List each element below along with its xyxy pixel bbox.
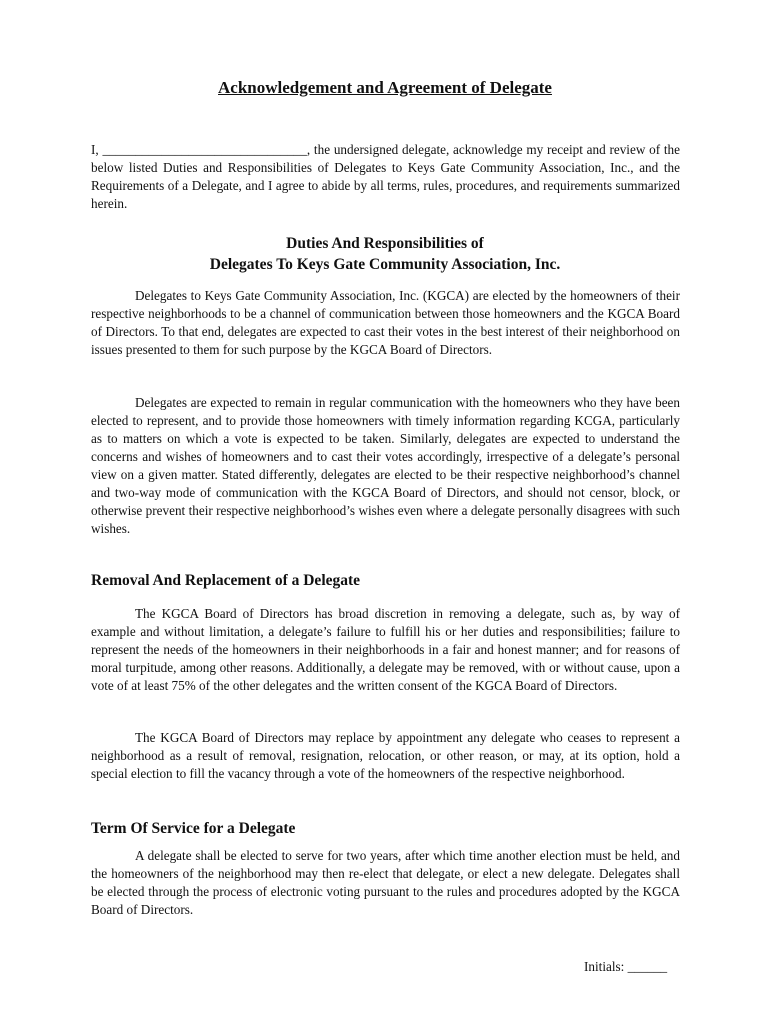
removal-paragraph-2: The KGCA Board of Directors may replace by appointment any delegate who ceases to represent a neighborhood as a result of removal, resignation, relocation, or other reason, or may, at its option, hold a special election to fill the vacancy through a vote of the homeowners of the respective neighborhood.	[91, 730, 680, 781]
term-heading: Term Of Service for a Delegate	[91, 820, 296, 837]
duties-paragraph-2: Delegates are expected to remain in regular communication with the homeowners who they have been elected to represent, and to provide those homeowners with timely information regarding KCGA, particularly as to matters on which a vote is expected to be taken. Similarly, delegates are expected to understand the concerns and wishes of homeowners and to cast their votes accordingly, irrespective of a delegate’s personal view on a given matter. Stated differently, delegates are elected to be their respective neighborhood’s channel and two-way mode of communication with the KGCA Board of Directors, and should not censor, block, or otherwise prevent their respective neighborhood’s wishes even where a delegate personally disagrees with such wishes.	[91, 395, 680, 536]
document-title: Acknowledgement and Agreement of Delegate	[218, 78, 552, 97]
removal-paragraph-1: The KGCA Board of Directors has broad discretion in removing a delegate, such as, by way of example and without limitation, a delegate’s failure to fulfill his or her duties and responsibilities; failure to represent the needs of the homeowners in their neighborhoods in a fair and honest manner; and for reasons of moral turpitude, among other reasons. Additionally, a delegate may be removed, with or without cause, upon a vote of at least 75% of the other delegates and the written consent of the KGCA Board of Directors.	[91, 606, 680, 693]
duties-heading-line2: Delegates To Keys Gate Community Association, Inc.	[209, 256, 561, 273]
removal-heading: Removal And Replacement of a Delegate	[91, 572, 361, 589]
initials-line[interactable]: Initials: ______	[584, 959, 668, 974]
duties-paragraph-1: Delegates to Keys Gate Community Association, Inc. (KGCA) are elected by the homeowners of their respective neighborhoods to be a channel of communication between those homeowners and the KGCA Board of Directors. To that end, delegates are expected to cast their votes in the best interest of their neighborhood on issues presented to them for such purpose by the KGCA Board of Directors.	[91, 288, 680, 357]
intro-paragraph: I, _______________________________, the undersigned delegate, acknowledge my receipt and review of the below listed Duties and Responsibilities of Delegates to Keys Gate Community Association, Inc., and the Requirements of a Delegate, and I agree to abide by all terms, rules, procedures, and requirements summarized herein.	[91, 142, 680, 211]
term-paragraph-1: A delegate shall be elected to serve for two years, after which time another election must be held, and the homeowners of the neighborhood may then re-elect that delegate, or elect a new delegate. Delegates shall be elected through the process of electronic voting pursuant to the rules and procedures adopted by the KGCA Board of Directors.	[91, 848, 680, 917]
duties-heading-line1: Duties And Responsibilities of	[286, 235, 484, 252]
